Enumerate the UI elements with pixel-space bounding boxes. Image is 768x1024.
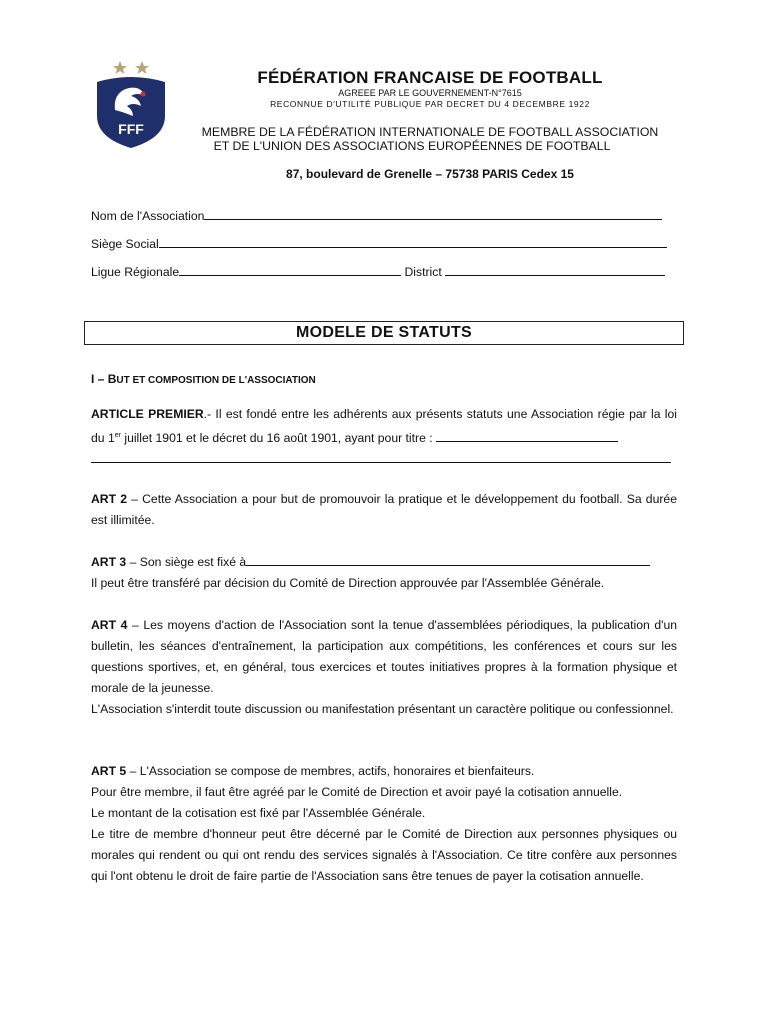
document-title: MODELE DE STATUTS (84, 321, 684, 345)
agreement-line: AGREEE PAR LE GOUVERNEMENT-N°7615 (338, 88, 522, 98)
siege-social-label: Siège Social (91, 237, 159, 251)
article-3-text: – Son siège est fixé à (126, 555, 247, 569)
ligue-district-row (91, 264, 665, 279)
article-5-text: – L'Association se compose de membres, actifs, honoraires et bienfaiteurs. (126, 764, 535, 778)
section-initial: B (107, 372, 117, 386)
article-5-p3: Le montant de la cotisation est fixé par l'Assemblée Générale. (91, 806, 426, 820)
article-2 (91, 489, 677, 531)
fifa-member-line: MEMBRE DE LA FÉDÉRATION INTERNATIONALE DE FOOTBALL ASSOCIATION (201, 125, 659, 139)
recognition-line: RECONNUE D'UTILITÉ PUBLIQUE PAR DECRET DU 4 DECEMBRE 1922 (270, 99, 590, 109)
article-5-p4: Le titre de membre d'honneur peut être décerné par le Comité de Direction aux personnes physiques ou morales qui rendent ou qui ont rendu des services signalés à l'Association. Ce titre confère aux personnes qui l'ont obtenu le droit de faire partie de l'Association sans être tenues de payer la cotisation annuelle. (91, 827, 677, 883)
article-4-p2: L'Association s'interdit toute discussion ou manifestation présentant un caractère politique ou confessionnel. (91, 702, 674, 716)
nom-association-blank[interactable] (204, 208, 662, 220)
section-heading (91, 372, 316, 386)
article-5-label: ART 5 (91, 764, 127, 778)
article-1-title-blank[interactable] (436, 430, 618, 442)
star-icon (113, 61, 149, 74)
fff-logo (93, 58, 169, 150)
article-4-text: – Les moyens d'action de l'Association sont la tenue d'assemblées périodiques, la publication d'un bulletin, les séances d'entraînement, la participation aux compétitions, les conférences et cours sur les questions sportives, et, en général, tous exercices et toutes initiatives propres à la formation physique et morale de la jeunesse. (91, 618, 677, 695)
federation-title: FÉDÉRATION FRANCAISE DE FOOTBALL (257, 68, 603, 87)
article-3 (91, 552, 677, 594)
district-label: District (404, 265, 442, 279)
article-1 (91, 404, 677, 470)
section-prefix: I – (91, 372, 108, 386)
siege-social-blank[interactable] (159, 236, 667, 248)
address-line: 87, boulevard de Grenelle – 75738 PARIS Cedex 15 (286, 167, 574, 181)
article-3-label: ART 3 (91, 555, 127, 569)
article-2-label: ART 2 (91, 492, 127, 506)
siege-social-field[interactable] (91, 236, 667, 251)
nom-association-field[interactable] (91, 208, 662, 223)
ligue-label: Ligue Régionale (91, 265, 180, 279)
article-1-text-b: juillet 1901 et le décret du 16 août 1901, ayant pour titre : (120, 431, 433, 446)
article-5-p2: Pour être membre, il faut être agréé par le Comité de Direction et avoir payé la cotisation annuelle. (91, 785, 623, 799)
article-2-text: – Cette Association a pour but de promouvoir la pratique et le développement du football. Sa durée est illimitée. (91, 492, 677, 527)
article-1-sup: er (114, 432, 121, 439)
article-4 (91, 615, 677, 720)
uefa-member-line: ET DE L'UNION DES ASSOCIATIONS EUROPÉENNES DE FOOTBALL (213, 139, 611, 153)
ligue-blank[interactable] (179, 264, 401, 276)
section-rest: UT ET COMPOSITION DE L'ASSOCIATION (116, 375, 316, 386)
article-1-title-blank-2[interactable] (91, 451, 671, 463)
article-1-label: ARTICLE PREMIER (91, 407, 204, 421)
district-blank[interactable] (445, 264, 665, 276)
article-1-text-a: .- Il est fondé entre les adhérents aux présents statuts une Association régie par la loi du 1 (91, 407, 678, 446)
article-3-line2: Il peut être transféré par décision du Comité de Direction approuvée par l'Assemblée Générale. (91, 576, 605, 590)
logo-text: FFF (118, 121, 144, 137)
article-5 (91, 761, 677, 887)
nom-association-label: Nom de l'Association (91, 209, 205, 223)
article-3-seat-blank[interactable] (246, 554, 650, 566)
article-4-label: ART 4 (91, 618, 128, 632)
